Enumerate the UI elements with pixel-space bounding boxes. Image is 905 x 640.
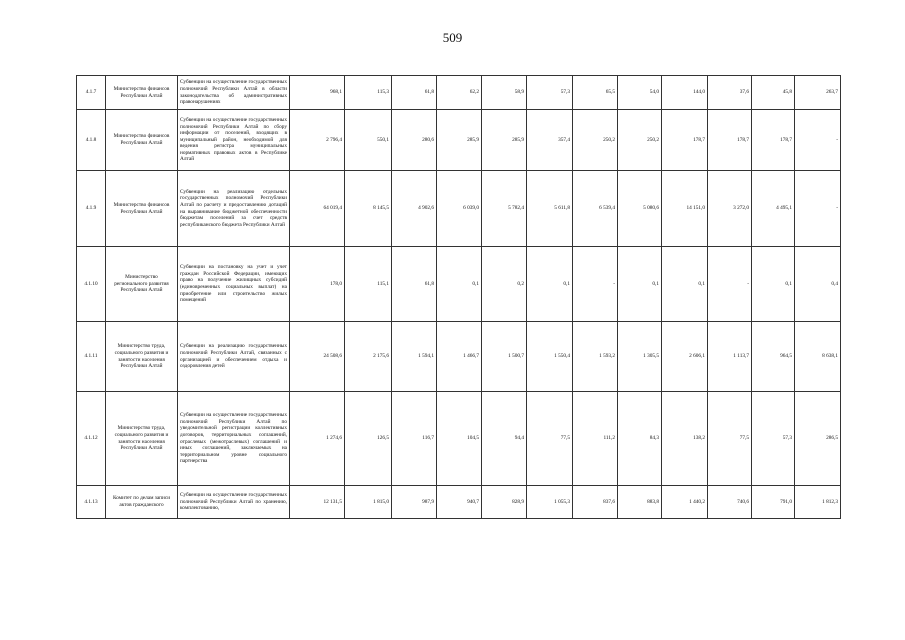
description-cell: Субвенции на осуществление государственных полномочий Республики Алтай по сбору информации от поселений, входящих в муниципальный район, необходимой для ведения регистра муниципальных нормативных правовых актов в Республике Алтай	[178, 110, 290, 171]
value-cell: 1 305,5	[618, 322, 662, 392]
row-code: 4.1.8	[77, 110, 106, 171]
value-cell: 8 145,5	[345, 171, 392, 247]
table-row	[77, 110, 841, 171]
value-cell: 263,7	[795, 76, 841, 110]
value-cell: 94,4	[482, 392, 527, 486]
description-cell: Субвенции на постановку на учет и учет граждан Российской Федерации, имеющих право на получение жилищных субсидий (единовременных социальных выплат) на приобретение или строительство жилых помещений	[178, 247, 290, 322]
value-cell: 54,0	[618, 76, 662, 110]
value-cell: 550,1	[345, 110, 392, 171]
value-cell: 1 440,2	[662, 486, 708, 519]
value-cell: 1 594,1	[392, 322, 437, 392]
ministry-cell: Министерство труда, социального развития и занятости населения Республики Алтай	[106, 322, 178, 392]
value-cell: 8 638,1	[795, 322, 841, 392]
value-cell: 12 131,5	[290, 486, 345, 519]
value-cell: 285,9	[482, 110, 527, 171]
value-cell: 1 113,7	[708, 322, 752, 392]
row-code: 4.1.11	[77, 322, 106, 392]
value-cell: 1 500,7	[482, 322, 527, 392]
value-cell: 138,2	[662, 392, 708, 486]
value-cell: 58,9	[482, 76, 527, 110]
value-cell: 77,5	[527, 392, 573, 486]
table-row	[77, 171, 841, 247]
value-cell: 0,1	[618, 247, 662, 322]
value-cell: 1 055,3	[527, 486, 573, 519]
value-cell: 250,2	[573, 110, 618, 171]
value-cell: 250,2	[618, 110, 662, 171]
value-cell: 116,7	[392, 392, 437, 486]
value-cell: 178,7	[662, 110, 708, 171]
value-cell: 5 080,6	[618, 171, 662, 247]
value-cell: 1 812,3	[795, 486, 841, 519]
row-code: 4.1.9	[77, 171, 106, 247]
value-cell: 2 175,6	[345, 322, 392, 392]
description-cell: Субвенции на осуществление государственных полномочий Республики Алтай в области законодательства об административных правонарушениях	[178, 76, 290, 110]
value-cell: -	[573, 247, 618, 322]
value-cell: 0,4	[795, 247, 841, 322]
value-cell: 0,2	[482, 247, 527, 322]
value-cell: 115,3	[345, 76, 392, 110]
value-cell: 37,6	[708, 76, 752, 110]
value-cell: 0,1	[527, 247, 573, 322]
value-cell: 104,5	[437, 392, 482, 486]
value-cell: 1 550,4	[527, 322, 573, 392]
value-cell: 1 466,7	[437, 322, 482, 392]
description-cell: Субвенции на осуществление государственных полномочий Республики Алтай по хранению, комплектованию,	[178, 486, 290, 519]
ministry-cell: Министерство регионального развития Республики Алтай	[106, 247, 178, 322]
value-cell: 4 495,1	[752, 171, 795, 247]
budget-table	[76, 75, 841, 519]
value-cell: -	[708, 247, 752, 322]
ministry-cell: Министерство финансов Республики Алтай	[106, 171, 178, 247]
value-cell: 1 593,2	[573, 322, 618, 392]
row-code: 4.1.10	[77, 247, 106, 322]
value-cell: 357,4	[527, 110, 573, 171]
value-cell: 5 782,4	[482, 171, 527, 247]
description-cell: Субвенции на осуществление государственных полномочий Республики Алтай по уведомительной регистрации коллективных договоров, территориальных соглашений, отраслевых (межотраслевых) соглашений и иных соглашений, заключаемых на территориальном уровне социального партнерства	[178, 392, 290, 486]
table-row	[77, 322, 841, 392]
value-cell: 61,8	[392, 76, 437, 110]
description-cell: Субвенции на реализацию отдельных государственных полномочий Республики Алтай по расчету и предоставлению дотаций на выравнивание бюджетной обеспеченности бюджетам поселений за счет средств республиканского бюджета Республики Алтай	[178, 171, 290, 247]
value-cell: 280,6	[392, 110, 437, 171]
value-cell: 0,1	[437, 247, 482, 322]
value-cell: 837,6	[573, 486, 618, 519]
value-cell: 285,9	[437, 110, 482, 171]
value-cell: 178,7	[752, 110, 795, 171]
value-cell: 740,6	[708, 486, 752, 519]
value-cell: 62,2	[437, 76, 482, 110]
value-cell: 14 151,0	[662, 171, 708, 247]
value-cell: -	[795, 110, 841, 171]
value-cell: 24 508,6	[290, 322, 345, 392]
value-cell: 45,8	[752, 76, 795, 110]
value-cell: 111,2	[573, 392, 618, 486]
value-cell: 964,5	[752, 322, 795, 392]
value-cell: 987,9	[392, 486, 437, 519]
value-cell: 4 902,6	[392, 171, 437, 247]
value-cell: 6 039,0	[437, 171, 482, 247]
ministry-cell: Министерство финансов Республики Алтай	[106, 76, 178, 110]
table-row	[77, 247, 841, 322]
value-cell: 2 796,4	[290, 110, 345, 171]
value-cell: 791,0	[752, 486, 795, 519]
description-cell: Субвенции на реализацию государственных полномочий Республики Алтай, связанных с организацией и обеспечением отдыха и оздоровления детей	[178, 322, 290, 392]
value-cell: 5 611,8	[527, 171, 573, 247]
value-cell: -	[795, 171, 841, 247]
value-cell: 77,5	[708, 392, 752, 486]
value-cell: 57,3	[527, 76, 573, 110]
value-cell: 64 019,4	[290, 171, 345, 247]
value-cell: 2 606,1	[662, 322, 708, 392]
value-cell: 828,9	[482, 486, 527, 519]
row-code: 4.1.7	[77, 76, 106, 110]
value-cell: 1 274,6	[290, 392, 345, 486]
value-cell: 968,1	[290, 76, 345, 110]
value-cell: 61,8	[392, 247, 437, 322]
value-cell: 6 539,4	[573, 171, 618, 247]
value-cell: 84,3	[618, 392, 662, 486]
value-cell: 144,0	[662, 76, 708, 110]
ministry-cell: Министерство финансов Республики Алтай	[106, 110, 178, 171]
table-row	[77, 76, 841, 110]
value-cell: 57,3	[752, 392, 795, 486]
value-cell: 178,7	[708, 110, 752, 171]
ministry-cell: Комитет по делам записи актов гражданского	[106, 486, 178, 519]
value-cell: 940,7	[437, 486, 482, 519]
value-cell: 883,8	[618, 486, 662, 519]
page-number: 509	[442, 30, 463, 45]
value-cell: 0,1	[752, 247, 795, 322]
value-cell: 1 815,0	[345, 486, 392, 519]
ministry-cell: Министерство труда, социального развития и занятости населения Республики Алтай	[106, 392, 178, 486]
value-cell: 286,5	[795, 392, 841, 486]
row-code: 4.1.13	[77, 486, 106, 519]
value-cell: 178,0	[290, 247, 345, 322]
table-row	[77, 486, 841, 519]
value-cell: 3 272,0	[708, 171, 752, 247]
value-cell: 126,5	[345, 392, 392, 486]
table-row	[77, 392, 841, 486]
row-code: 4.1.12	[77, 392, 106, 486]
value-cell: 65,5	[573, 76, 618, 110]
value-cell: 0,1	[662, 247, 708, 322]
value-cell: 115,1	[345, 247, 392, 322]
